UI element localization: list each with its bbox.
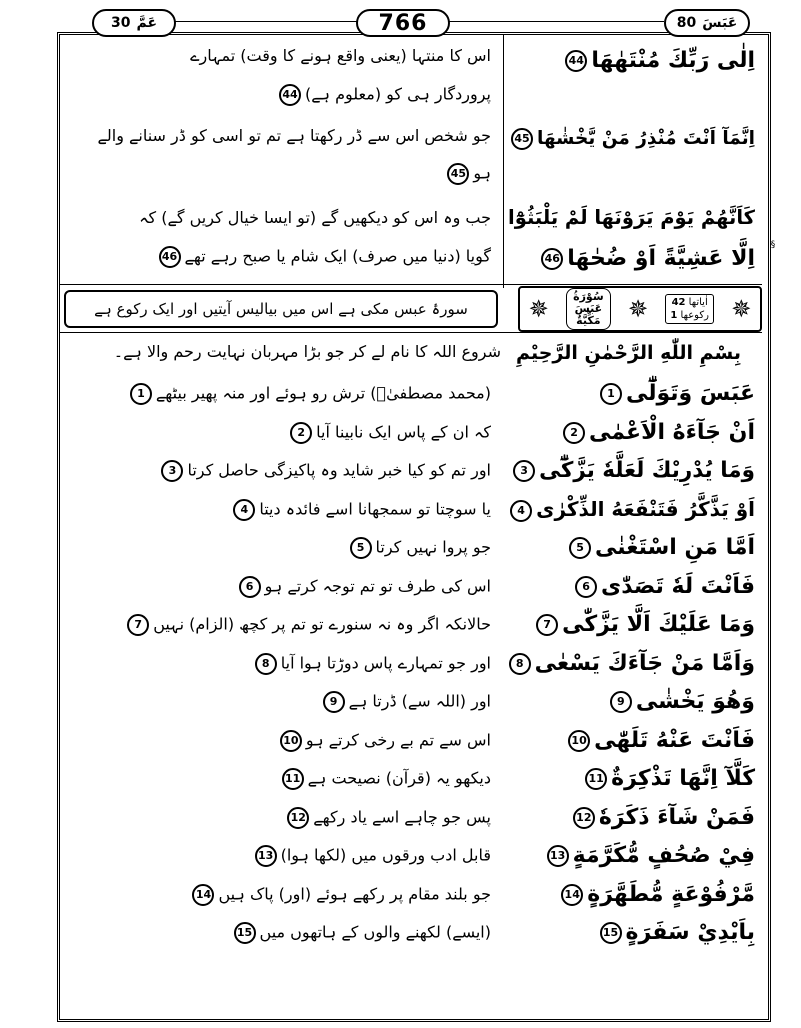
section-rule-top xyxy=(60,284,762,285)
juz-label: عَمَّ xyxy=(136,15,158,31)
ornament-star-icon: ✵ xyxy=(528,295,549,323)
urdu-verse-13: قابل ادب ورقوں میں (لکھا ہوا)13 xyxy=(251,845,491,867)
surah-label-oval xyxy=(664,9,750,37)
urdu-verse-15: (ایسے) لکھنے والوں کے ہاتھوں میں15 xyxy=(230,922,491,944)
urdu-ayah-marker-10: 10 xyxy=(280,730,302,752)
ayah-marker-14: 14 xyxy=(561,884,583,906)
juz-label-oval xyxy=(92,9,176,37)
ayah-marker-46: 46 xyxy=(541,248,563,270)
ayah-marker-44: 44 xyxy=(565,50,587,72)
arabic-verse-15: بِاَيْدِيْ سَفَرَةٍ15 xyxy=(596,920,755,945)
ayah-marker-12: 12 xyxy=(573,807,595,829)
arabic-verse-46a: كَاَنَّهُمْ يَوْمَ يَرَوْنَهَا لَمْ يَلْبَثُوْٓا xyxy=(508,206,755,229)
arabic-verse-6: فَاَنْتَ لَهٗ تَصَدّٰى6 xyxy=(571,574,755,599)
arabic-verse-2: اَنْ جَآءَهُ الْاَعْمٰى2 xyxy=(559,420,755,445)
urdu-line-46a: جب وہ اس کو دیکھیں گے (تو ایسا خیال کریں گے) کہ xyxy=(139,208,491,227)
ornament-star-icon: ✵ xyxy=(731,295,752,323)
urdu-verse-14: جو بلند مقام پر رکھے ہوئے (اور) پاک ہیں14 xyxy=(188,884,491,906)
urdu-verse-9: اور (اللہ سے) ڈرتا ہے9 xyxy=(319,691,491,713)
surah-label: عَبَسَ xyxy=(702,15,738,31)
urdu-ayah-marker-3: 3 xyxy=(161,460,183,482)
juz-number: 30 xyxy=(110,15,131,31)
ayah-marker-9: 9 xyxy=(610,691,632,713)
column-divider xyxy=(503,35,504,288)
urdu-line-45a: جو شخص اس سے ڈر رکھتا ہے تم تو اسی کو ڈر سنانے والے xyxy=(97,126,491,145)
urdu-ayah-marker-45: 45 xyxy=(447,163,469,185)
urdu-ayah-marker-44: 44 xyxy=(279,84,301,106)
ayah-marker-8: 8 xyxy=(509,653,531,675)
urdu-ayah-marker-4: 4 xyxy=(233,499,255,521)
surah-intro-text: سورۂ عبس مکی ہے اس میں بیالیس آیتیں اور ایک رکوع ہے xyxy=(94,300,468,318)
arabic-verse-45: اِنَّمَآ اَنْتَ مُنْذِرُ مَنْ يَّخْشٰهَا45 xyxy=(507,128,755,150)
ayah-marker-3: 3 xyxy=(513,460,535,482)
page-number: 766 xyxy=(378,10,428,36)
urdu-verse-3: اور تم کو کیا خبر شاید وہ پاکیزگی حاصل کرتا3 xyxy=(157,460,491,482)
urdu-ayah-marker-46: 46 xyxy=(159,246,181,268)
urdu-verse-2: کہ ان کے پاس ایک نابینا آیا2 xyxy=(286,422,491,444)
arabic-verse-4: اَوْ يَذَّكَّرُ فَتَنْفَعَهُ الذِّكْرٰى4 xyxy=(506,497,755,522)
arabic-verse-11: كَلَّآ اِنَّهَا تَذْكِرَةٌ11 xyxy=(581,766,755,791)
urdu-verse-4: یا سوچتا تو سمجھانا اسے فائدہ دیتا4 xyxy=(229,499,491,521)
arabic-verse-8: وَاَمَّا مَنْ جَآءَكَ يَسْعٰى8 xyxy=(505,651,755,676)
urdu-verse-6: اس کی طرف تو تم توجہ کرتے ہو6 xyxy=(235,576,491,598)
urdu-line-44b: پروردگار ہی کو (معلوم ہے)44 xyxy=(275,84,491,106)
bismillah-arabic: بِسْمِ اللّٰهِ الرَّحْمٰنِ الرَّحِيْمِ xyxy=(516,342,741,364)
urdu-ayah-marker-5: 5 xyxy=(350,537,372,559)
urdu-verse-7: حالانکہ اگر وہ نہ سنورے تو تم پر کچھ (الزام) نہیں7 xyxy=(123,614,491,636)
urdu-verse-1: (محمد مصطفیٰؐ) ترش رو ہوئے اور منہ پھیر بیٹھے1 xyxy=(126,383,491,405)
urdu-verse-10: اس سے تم بے رخی کرتے ہو10 xyxy=(276,730,491,752)
ayah-marker-5: 5 xyxy=(569,537,591,559)
urdu-ayah-marker-13: 13 xyxy=(255,845,277,867)
ayah-marker-15: 15 xyxy=(600,922,622,944)
arabic-verse-9: وَهُوَ يَخْشٰى9 xyxy=(606,689,755,714)
ayah-marker-1: 1 xyxy=(600,383,622,405)
urdu-ayah-marker-1: 1 xyxy=(130,383,152,405)
ayat-ruku-info: اٰیاتھا 42 رکوعھا 1 xyxy=(665,294,714,324)
ayah-marker-11: 11 xyxy=(585,768,607,790)
surah-title-box xyxy=(518,286,762,332)
arabic-verse-7: وَمَا عَلَيْكَ اَلَّا يَزَّكّٰى7 xyxy=(532,612,755,637)
arabic-verse-13: فِيْ صُحُفٍ مُّكَرَّمَةٍ13 xyxy=(543,843,755,868)
urdu-ayah-marker-11: 11 xyxy=(282,768,304,790)
ayah-marker-2: 2 xyxy=(563,422,585,444)
arabic-verse-3: وَمَا يُدْرِيْكَ لَعَلَّهٗ يَزَّكّٰٓى3 xyxy=(509,458,755,483)
ayah-marker-45: 45 xyxy=(511,128,533,150)
urdu-ayah-marker-9: 9 xyxy=(323,691,345,713)
surah-number: 80 xyxy=(676,15,697,31)
ornament-star-icon: ✵ xyxy=(627,295,649,323)
arabic-verse-46b: اِلَّا عَشِيَّةً اَوْ ضُحٰهَا46 xyxy=(537,246,755,271)
urdu-ayah-marker-7: 7 xyxy=(127,614,149,636)
ayah-marker-10: 10 xyxy=(568,730,590,752)
urdu-ayah-marker-12: 12 xyxy=(287,807,309,829)
surah-intro-box xyxy=(64,290,498,328)
urdu-line-44a: اس کا منتہا (یعنی واقع ہونے کا وقت) تمہارے xyxy=(190,46,491,65)
ayah-marker-6: 6 xyxy=(575,576,597,598)
section-rule-bottom xyxy=(60,332,762,333)
urdu-verse-12: پس جو چاہے اسے یاد رکھے12 xyxy=(283,807,491,829)
ayah-marker-13: 13 xyxy=(547,845,569,867)
urdu-line-45b: ہو45 xyxy=(443,163,491,185)
arabic-verse-1: عَبَسَ وَتَوَلّٰٓى1 xyxy=(596,381,755,406)
urdu-ayah-marker-14: 14 xyxy=(192,884,214,906)
urdu-verse-5: جو پروا نہیں کرتا5 xyxy=(346,537,491,559)
urdu-ayah-marker-15: 15 xyxy=(234,922,256,944)
margin-mark: § xyxy=(768,240,778,250)
arabic-verse-44: اِلٰى رَبِّكَ مُنْتَهٰهَا44 xyxy=(561,48,755,73)
arabic-verse-12: فَمَنْ شَآءَ ذَكَرَهٗ12 xyxy=(569,805,755,830)
urdu-verse-11: دیکھو یہ (قرآن) نصیحت ہے11 xyxy=(278,768,491,790)
page-number-oval xyxy=(356,9,450,37)
bismillah-urdu: شروع اللہ کا نام لے کر جو بڑا مہربان نہایت رحم والا ہے۔ xyxy=(113,342,501,361)
urdu-ayah-marker-8: 8 xyxy=(255,653,277,675)
arabic-verse-14: مَّرْفُوْعَةٍ مُّطَهَّرَةٍ14 xyxy=(557,882,755,907)
page-frame xyxy=(57,32,771,1022)
arabic-verse-10: فَاَنْتَ عَنْهُ تَلَهّٰى10 xyxy=(564,728,755,753)
urdu-ayah-marker-6: 6 xyxy=(239,576,261,598)
ayah-marker-7: 7 xyxy=(536,614,558,636)
urdu-ayah-marker-2: 2 xyxy=(290,422,312,444)
urdu-line-46b: گویا (دنیا میں صرف) ایک شام یا صبح رہے تھے46 xyxy=(155,246,491,268)
urdu-verse-8: اور جو تمہارے پاس دوڑتا ہوا آیا8 xyxy=(251,653,491,675)
arabic-verse-5: اَمَّا مَنِ اسْتَغْنٰى5 xyxy=(565,535,755,560)
surah-name-cartouche: سُوْرَةُ عَبَسَ مَكِّيَّةٌ xyxy=(566,288,611,330)
ayah-marker-4: 4 xyxy=(510,500,532,522)
